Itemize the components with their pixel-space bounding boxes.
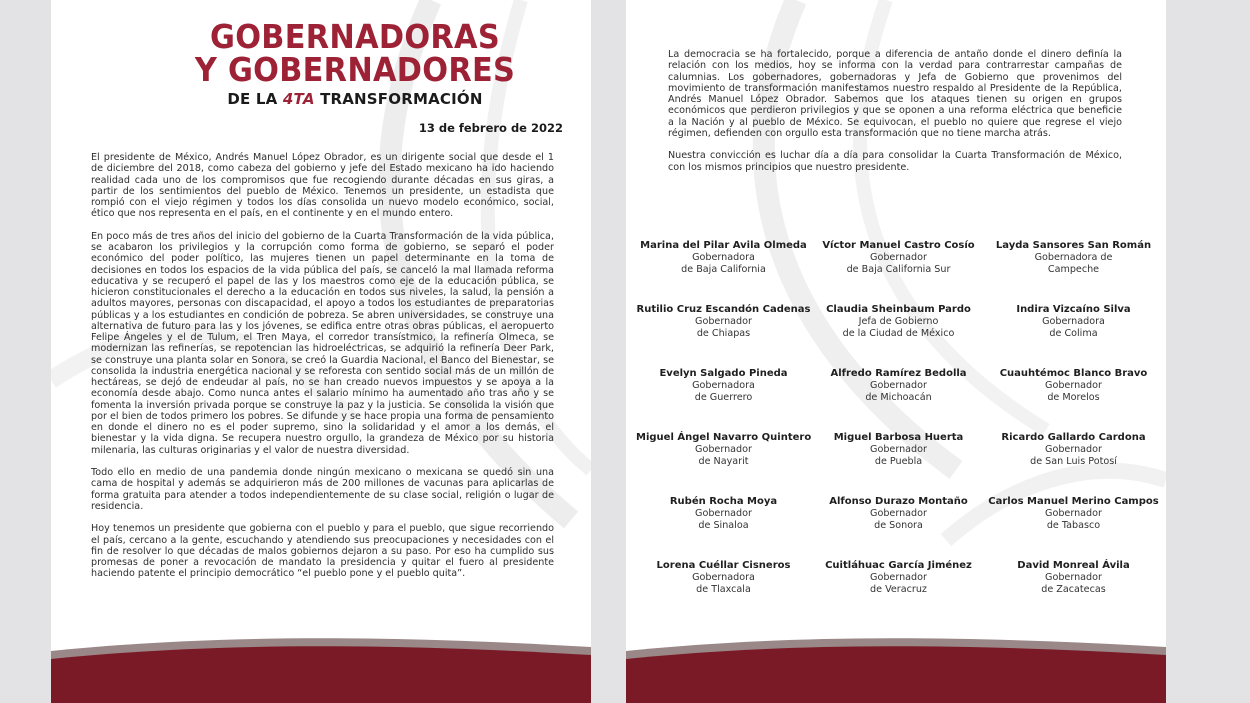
- right-body-text: [668, 49, 1122, 184]
- signatory-role: Gobernador: [870, 444, 927, 455]
- signatory-name: Cuitláhuac García Jiménez: [825, 560, 972, 571]
- signatory-role: Gobernador: [695, 508, 752, 519]
- signatory-state: de Puebla: [874, 455, 923, 467]
- document-title: [51, 17, 591, 109]
- signatory: [811, 560, 986, 624]
- signatory: [811, 368, 986, 432]
- paragraph: Hoy tenemos un presidente que gobierna con el pueblo y para el pueblo, que sigue recorriendo el país, cercano a la gente, escuchando y atendiendo sus preocupaciones y necesidades con el fin de resolver lo que décadas de malos gobiernos dejaron a su paso. Por eso ha cumplido sus promesas de poner a revocación de mandato la presidencia y quitar el fuero al presidente haciendo patente el principio democrático “el pueblo pone y el pueblo quita”.: [91, 523, 554, 580]
- signatory-role: Gobernador: [870, 572, 927, 583]
- signatory-name: Ricardo Gallardo Cardona: [1001, 432, 1146, 443]
- signatory-state: de Zacatecas: [1041, 583, 1106, 595]
- signatory-state: de Guerrero: [694, 391, 753, 403]
- signatory-state: de Tlaxcala: [696, 583, 751, 595]
- signatory-role: Jefa de Gobierno: [858, 316, 939, 327]
- document-page-left: [51, 0, 591, 703]
- signatory-name: Carlos Manuel Merino Campos: [988, 496, 1159, 507]
- signatory-role: Gobernador: [870, 508, 927, 519]
- signatory: [986, 368, 1161, 432]
- signatory-role: Gobernadora de: [1034, 252, 1113, 263]
- signatory: [811, 496, 986, 560]
- signatory-state: de Veracruz: [870, 583, 927, 595]
- signatory-state: de Michoacán: [865, 391, 932, 403]
- signatory-state: de San Luis Potosí: [1030, 455, 1117, 467]
- signatory: [636, 304, 811, 368]
- signatory-name: Rubén Rocha Moya: [669, 496, 778, 507]
- signatory-name: Claudia Sheinbaum Pardo: [826, 304, 971, 315]
- signatory-state: Campeche: [1047, 263, 1100, 275]
- paragraph: La democracia se ha fortalecido, porque a diferencia de antaño donde el dinero definía la relación con los medios, hoy se informa con la verdad para contrarrestar campañas de calumnias. Los gobernadores, gobernadoras y Jefa de Gobierno que provenimos del movimiento de transformación manifestamos nuestro respaldo al Presidente de la República, Andrés Manuel López Obrador. Sabemos que los ataques tienen su origen en grupos económicos que perdieron privilegios y que se oponen a una reforma eléctrica que beneficie a la Nación y al pueblo de México. Se equivocan, el pueblo no quiere que regrese el viejo régimen, defienden con orgullo esta transformación que no tiene marcha atrás.: [668, 49, 1122, 139]
- signatory-role: Gobernador: [1045, 444, 1102, 455]
- signatory-name: Alfredo Ramírez Bedolla: [830, 368, 967, 379]
- paragraph: El presidente de México, Andrés Manuel López Obrador, es un dirigente social que desde el 1 de diciembre del 2018, como cabeza del gobierno y jefe del Estado mexicano ha ido haciendo realidad cada uno de los compromisos que fue recogiendo durante décadas en sus giras, a partir de los sentimientos del pueblo de México. Tenemos un presidente, un estadista que rompió con el viejo régimen y todos los días consolida un nuevo modelo económico, social, ético que nos representa en el país, en el continente y en el mundo entero.: [91, 152, 554, 220]
- signatory-name: David Monreal Ávila: [1017, 560, 1130, 571]
- signatory-name: Miguel Barbosa Huerta: [833, 432, 964, 443]
- signatory: [811, 432, 986, 496]
- maroon-footer-band: [626, 633, 1166, 703]
- document-page-right: [626, 0, 1166, 703]
- signatory-role: Gobernador: [870, 252, 927, 263]
- signatory-role: Gobernadora: [692, 380, 755, 391]
- signatory-role: Gobernadora: [692, 252, 755, 263]
- signatory-role: Gobernador: [1045, 572, 1102, 583]
- title-line-3-prefix: DE LA: [227, 90, 283, 108]
- paragraph: Nuestra convicción es luchar día a día para consolidar la Cuarta Transformación de México, con los mismos principios que nuestro presidente.: [668, 150, 1122, 173]
- signatory-state: de Baja California Sur: [846, 263, 951, 275]
- signatories-grid: [636, 240, 1161, 624]
- signatory-name: Marina del Pilar Avila Olmeda: [640, 240, 807, 251]
- signatory-role: Gobernador: [1045, 380, 1102, 391]
- signatory-name: Miguel Ángel Navarro Quintero: [636, 432, 812, 443]
- signatory: [986, 304, 1161, 368]
- signatory-role: Gobernador: [695, 316, 752, 327]
- paragraph: Todo ello en medio de una pandemia donde ningún mexicano o mexicana se quedó sin una cama de hospital y además se adquirieron más de 200 millones de vacunas para aplicarlas de forma gratuita para atender a todos independientemente de su clase social, religión o lugar de residencia.: [91, 467, 554, 512]
- signatory: [636, 240, 811, 304]
- signatory-name: Cuauhtémoc Blanco Bravo: [999, 368, 1148, 379]
- title-line-2: Y GOBERNADORES: [194, 50, 516, 89]
- signatory: [636, 368, 811, 432]
- left-body-text: [91, 152, 554, 591]
- signatory-state: de Tabasco: [1046, 519, 1101, 531]
- signatory: [636, 560, 811, 624]
- signatory-state: de Sonora: [874, 519, 923, 531]
- signatory-name: Evelyn Salgado Pineda: [659, 368, 788, 379]
- signatory: [811, 304, 986, 368]
- signatory-state: de Nayarit: [698, 455, 749, 467]
- signatory-state: de Morelos: [1047, 391, 1100, 403]
- signatory-state: de Chiapas: [696, 327, 751, 339]
- paragraph: En poco más de tres años del inicio del gobierno de la Cuarta Transformación de la vida pública, se acabaron los privilegios y la corrupción como forma de gobierno, se separó el poder económico del poder político, las mujeres tienen un papel determinante en la toma de decisiones en todos los espacios de la vida pública del país, se canceló la mal llamada reforma educativa y se recuperó el papel de las y los maestros como eje de la educación pública, se hicieron constitucionales el derecho a la educación en todos sus niveles, la salud, la pensión a adultos mayores, personas con discapacidad, el apoyo a todos los estudiantes de preparatorias públicas y a los estudiantes en condición de pobreza. Se abren universidades, se construye una alternativa de futuro para las y los jóvenes, se edifica entre otras obras públicas, el aeropuerto Felipe Ángeles y el de Tulum, el Tren Maya, el corredor transístmico, la refinería Olmeca, se modernizan las refinerías, se repotencian las hidroeléctricas, se adquirió la refinería Deer Park, se construye una planta solar en Sonora, se creó la Guardia Nacional, el Banco del Bienestar, se consolida la industria energética nacional y se reforesta con sentido social más de un millón de hectáreas, se dejó de endeudar al país, no se han creado nuevos impuestos y se apoya a la economía desde abajo. Como nunca antes el salario mínimo ha aumentado año tras año y se fomenta la inversión privada porque se construye la paz y la justicia. Se consolida la visión que por el bien de todos primero los pobres. Se difunde y se hace propia una forma de pensamiento en donde el dinero no es el poder supremo, sino la solidaridad y el amor a los demás, el bienestar y la vida digna. Se recupera nuestro orgullo, la grandeza de México por su historia milenaria, las culturas originarias y el valor de nuestra diversidad.: [91, 230, 554, 456]
- signatory: [811, 240, 986, 304]
- signatory-state: de Sinaloa: [698, 519, 749, 531]
- signatory-state: de la Ciudad de México: [842, 327, 955, 339]
- signatory-role: Gobernadora: [1042, 316, 1105, 327]
- title-line-3-suffix: TRANSFORMACIÓN: [314, 90, 483, 108]
- signatory-name: Víctor Manuel Castro Cosío: [822, 240, 975, 251]
- signatory: [986, 432, 1161, 496]
- signatory: [986, 560, 1161, 624]
- signatory: [986, 496, 1161, 560]
- signatory: [636, 496, 811, 560]
- signatory-name: Indira Vizcaíno Silva: [1016, 304, 1131, 315]
- signatory-state: de Colima: [1049, 327, 1098, 339]
- signatory-role: Gobernador: [870, 380, 927, 391]
- title-line-3-accent: 4TA: [282, 90, 315, 108]
- signatory: [986, 240, 1161, 304]
- signatory-name: Lorena Cuéllar Cisneros: [656, 560, 791, 571]
- signatory-name: Alfonso Durazo Montaño: [829, 496, 968, 507]
- document-date: 13 de febrero de 2022: [418, 121, 563, 135]
- signatory-name: Rutilio Cruz Escandón Cadenas: [636, 304, 811, 315]
- signatory: [636, 432, 811, 496]
- maroon-footer-band: [51, 633, 591, 703]
- signatory-name: Layda Sansores San Román: [995, 240, 1152, 251]
- signatory-role: Gobernador: [695, 444, 752, 455]
- title-line-1: GOBERNADORAS: [210, 17, 500, 56]
- signatory-state: de Baja California: [681, 263, 766, 275]
- signatory-role: Gobernadora: [692, 572, 755, 583]
- signatory-role: Gobernador: [1045, 508, 1102, 519]
- title-line-3: [85, 89, 591, 109]
